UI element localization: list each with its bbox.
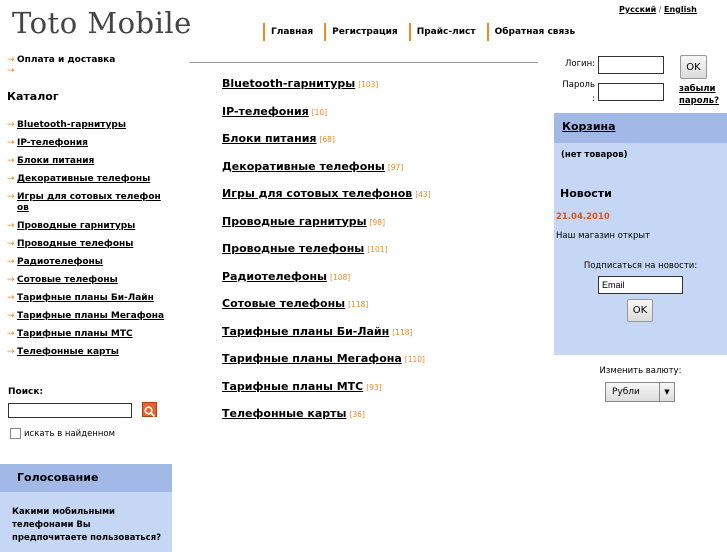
catalog-link[interactable]: IP-телефония [17, 138, 88, 148]
category-count: [10] [311, 107, 328, 117]
triangle-down-icon[interactable]: ▼ [659, 383, 674, 401]
category-link[interactable]: Радиотелефоны [222, 269, 328, 283]
category-row [222, 297, 542, 325]
vote-header [0, 464, 172, 492]
catalog-item[interactable] [7, 120, 172, 131]
arrow-right-icon: → [7, 221, 15, 231]
category-link[interactable]: Проводные гарнитуры [222, 214, 367, 228]
currency-select[interactable] [605, 382, 675, 402]
arrow-right-icon: → [7, 138, 15, 148]
arrow-right-icon: → [7, 156, 15, 166]
vote-body [0, 492, 172, 552]
language-switch [619, 5, 697, 14]
catalog-link[interactable]: Радиотелефоны [17, 257, 103, 267]
arrow-right-icon: → [7, 192, 15, 202]
nav-item-registration[interactable] [324, 23, 404, 41]
news-date: 21.04.2010 [556, 212, 610, 222]
search-button[interactable] [142, 402, 157, 417]
category-count: [108] [330, 272, 351, 282]
catalog-item[interactable] [7, 221, 172, 232]
catalog-item[interactable] [7, 347, 172, 358]
vote-question: Какими мобильными телефонами Вы предпочитаете пользоваться? [12, 507, 162, 543]
vote-title: Голосование [17, 471, 99, 484]
forgot-password-link-line2[interactable]: пароль? [679, 96, 720, 106]
magnifier-icon [143, 405, 156, 418]
arrow-right-icon: → [7, 293, 15, 303]
lang-english-link[interactable]: English [664, 5, 697, 14]
arrow-right-icon: → [7, 55, 15, 65]
category-row [222, 242, 542, 270]
catalog-link[interactable]: Тарифные планы МТС [17, 329, 133, 339]
catalog-item[interactable] [7, 293, 172, 304]
nav-link[interactable]: Обратная связь [494, 27, 576, 37]
subscribe-ok-button[interactable]: OK [627, 299, 653, 322]
catalog-item[interactable] [7, 174, 172, 185]
category-row [222, 407, 542, 435]
list-item[interactable] [7, 55, 177, 66]
catalog-item[interactable] [7, 239, 172, 250]
catalog-link[interactable]: Сотовые телефоны [17, 275, 118, 285]
arrow-right-icon: → [7, 275, 15, 285]
currency-label: Изменить валюту: [599, 366, 682, 376]
catalog-link[interactable]: Декоративные телефоны [17, 174, 151, 184]
arrow-right-icon: → [7, 311, 15, 321]
forgot-password-link-line1[interactable]: забыли [679, 84, 716, 94]
nav-link[interactable]: Главная [271, 27, 314, 37]
category-link[interactable]: Сотовые телефоны [222, 297, 346, 310]
password-label-colon: : [592, 94, 595, 104]
category-row [222, 132, 542, 160]
category-count: [93] [366, 382, 382, 392]
category-link[interactable]: Тарифные планы Мегафона [222, 352, 402, 365]
category-count: [43] [415, 190, 431, 199]
category-link[interactable]: Блоки питания [222, 132, 317, 145]
subscribe-label: Подписаться на новости: [583, 261, 698, 271]
search-in-found-row [10, 428, 115, 439]
login-ok-button[interactable]: OK [680, 55, 707, 79]
nav-item-feedback[interactable] [487, 23, 582, 41]
catalog-item[interactable] [7, 138, 172, 149]
lang-separator: / [658, 5, 662, 14]
email-field[interactable] [598, 276, 683, 294]
main-divider [189, 62, 538, 63]
category-row [222, 187, 542, 215]
category-link[interactable]: Проводные телефоны [222, 242, 365, 255]
currency-value: Рубли [612, 387, 640, 397]
catalog-link[interactable]: Проводные гарнитуры [17, 221, 136, 231]
lang-russian-link[interactable]: Русский [619, 5, 657, 14]
site-logo[interactable]: Toto Mobile [12, 6, 192, 40]
category-count: [68] [319, 135, 335, 144]
catalog-link[interactable]: Телефонные карты [17, 347, 119, 357]
list-item[interactable] [7, 66, 177, 77]
cart-title-link[interactable]: Корзина [562, 120, 616, 133]
password-input[interactable] [598, 83, 664, 101]
catalog-link[interactable]: Тарифные планы Мегафона [17, 311, 165, 321]
arrow-right-icon: → [7, 239, 15, 249]
search-in-found-checkbox[interactable] [10, 428, 21, 439]
category-link[interactable]: Игры для сотовых телефонов [222, 187, 413, 200]
catalog-item[interactable] [7, 257, 172, 268]
arrow-right-icon: → [7, 347, 15, 357]
main-category-list [222, 77, 542, 435]
category-link[interactable]: IP-телефония [222, 104, 309, 118]
category-link[interactable]: Bluetooth-гарнитуры [222, 77, 356, 90]
catalog-item[interactable] [7, 329, 172, 340]
search-label: Поиск: [8, 387, 44, 397]
catalog-link[interactable]: Игры для сотовых телефонов [17, 192, 161, 213]
search-in-found-label: искать в найденном [24, 428, 116, 439]
category-row [222, 77, 542, 105]
arrow-right-icon: → [7, 329, 15, 339]
category-count: [97] [387, 162, 404, 172]
category-count: [110] [404, 355, 425, 364]
catalog-link[interactable]: Блоки питания [17, 156, 95, 166]
right-panel [554, 143, 727, 355]
catalog-link[interactable]: Bluetooth-гарнитуры [17, 120, 126, 130]
catalog-item[interactable] [7, 192, 172, 214]
arrow-right-icon: → [7, 174, 15, 184]
nav-item-home[interactable] [263, 23, 319, 41]
cart-empty-text: (нет товаров) [561, 150, 628, 160]
forgot-password [679, 83, 719, 107]
category-row [222, 270, 542, 298]
category-row [222, 160, 542, 188]
payment-delivery-link[interactable]: Оплата и доставка [17, 55, 116, 65]
arrow-right-icon: → [7, 257, 15, 267]
search-input[interactable] [8, 403, 132, 418]
category-row [222, 325, 542, 353]
catalog-link[interactable]: Проводные телефоны [17, 239, 134, 249]
login-label: Логин: [564, 59, 595, 69]
catalog-item[interactable] [7, 156, 172, 167]
login-input[interactable] [598, 56, 664, 74]
catalog-list [7, 120, 172, 365]
cart-header [554, 113, 727, 143]
category-link[interactable]: Телефонные карты [222, 407, 347, 420]
top-nav [263, 23, 586, 41]
nav-link[interactable]: Регистрация [332, 27, 398, 37]
nav-link[interactable]: Прайс-лист [416, 27, 476, 37]
category-count: [118] [348, 300, 369, 309]
category-count: [98] [369, 217, 386, 227]
nav-item-pricelist[interactable] [409, 23, 482, 41]
news-title: Новости [560, 187, 612, 200]
category-count: [101] [367, 245, 388, 254]
arrow-right-icon: → [7, 120, 15, 130]
category-row [222, 215, 542, 243]
catalog-link[interactable]: Тарифные планы Би-Лайн [17, 293, 154, 303]
arrow-right-icon: → [7, 66, 15, 76]
news-item: Наш магазин открыт [556, 231, 651, 241]
password-label: Пароль [562, 80, 595, 90]
catalog-item[interactable] [7, 311, 172, 322]
catalog-item[interactable] [7, 275, 172, 286]
category-count: [118] [392, 327, 413, 337]
category-link[interactable]: Тарифные планы Би-Лайн [222, 324, 390, 338]
category-row [222, 380, 542, 408]
category-link[interactable]: Тарифные планы МТС [222, 379, 364, 393]
category-count: [103] [358, 80, 379, 89]
category-row [222, 105, 542, 133]
category-row [222, 352, 542, 380]
catalog-title: Каталог [7, 90, 59, 103]
left-top-links [7, 55, 177, 77]
category-link[interactable]: Декоративные телефоны [222, 159, 385, 173]
category-count: [36] [349, 410, 365, 419]
